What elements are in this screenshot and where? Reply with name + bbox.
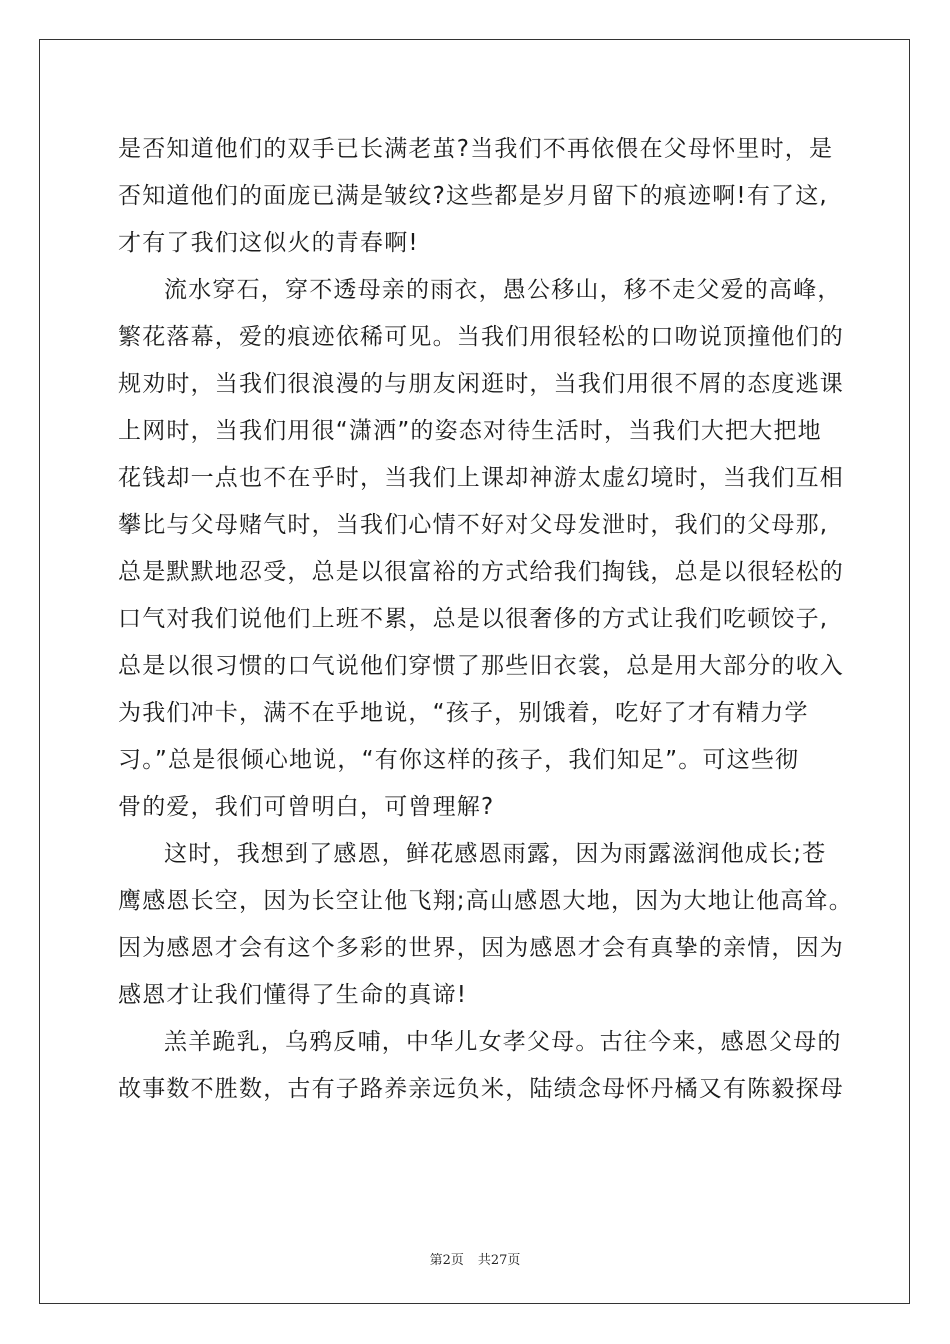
text-line: 总是默默地忍受，总是以很富裕的方式给我们掏钱，总是以很轻松的 bbox=[118, 559, 844, 585]
text-line: 为我们冲卡，满不在乎地说，“孩子，别饿着，吃好了才有精力学 bbox=[118, 700, 809, 726]
text-line: 总是以很习惯的口气说他们穿惯了那些旧衣裳，总是用大部分的收入 bbox=[118, 653, 844, 679]
text-line: 鹰感恩长空，因为长空让他飞翔;高山感恩大地，因为大地让他高耸。 bbox=[118, 888, 853, 914]
text-line: 骨的爱，我们可曾明白，可曾理解? bbox=[118, 794, 495, 820]
text-line: 上网时，当我们用很“潇洒”的姿态对待生活时，当我们大把大把地 bbox=[118, 418, 822, 444]
text-line: 口气对我们说他们上班不累，总是以很奢侈的方式让我们吃顿饺子, bbox=[118, 606, 829, 632]
text-line: 习。”总是很倾心地说，“有你这样的孩子，我们知足”。可这些彻 bbox=[118, 747, 800, 773]
text-line: 繁花落幕，爱的痕迹依稀可见。当我们用很轻松的口吻说顶撞他们的 bbox=[118, 324, 844, 350]
page-number: 第2页 bbox=[429, 1253, 464, 1268]
page-total: 共27页 bbox=[477, 1253, 521, 1268]
text-line: 规劝时，当我们很浪漫的与朋友闲逛时，当我们用很不屑的态度逃课 bbox=[118, 371, 844, 397]
text-line: 是否知道他们的双手已长满老茧?当我们不再依偎在父母怀里时，是 bbox=[118, 136, 834, 162]
text-line: 花钱却一点也不在乎时，当我们上课却神游太虚幻境时，当我们互相 bbox=[118, 465, 844, 491]
text-line: 否知道他们的面庞已满是皱纹?这些都是岁月留下的痕迹啊!有了这, bbox=[118, 183, 828, 209]
text-line: 故事数不胜数，古有子路养亲远负米，陆绩念母怀丹橘又有陈毅探母 bbox=[118, 1076, 844, 1102]
text-line: 攀比与父母赌气时，当我们心情不好对父母发泄时，我们的父母那, bbox=[118, 512, 829, 538]
paragraph-start-line: 流水穿石，穿不透母亲的雨衣，愚公移山，移不走父爱的高峰， bbox=[164, 277, 842, 303]
text-line: 因为感恩才会有这个多彩的世界，因为感恩才会有真挚的亲情，因为 bbox=[118, 935, 844, 961]
page-footer bbox=[0, 1249, 950, 1268]
text-line: 才有了我们这似火的青春啊! bbox=[118, 230, 419, 256]
text-line: 感恩才让我们懂得了生命的真谛! bbox=[118, 982, 468, 1008]
paragraph-start-line: 羔羊跪乳，乌鸦反哺，中华儿女孝父母。古往今来，感恩父母的 bbox=[164, 1029, 842, 1055]
paragraph-start-line: 这时，我想到了感恩，鲜花感恩雨露，因为雨露滋润他成长;苍 bbox=[164, 841, 827, 867]
document-body bbox=[118, 126, 853, 1113]
